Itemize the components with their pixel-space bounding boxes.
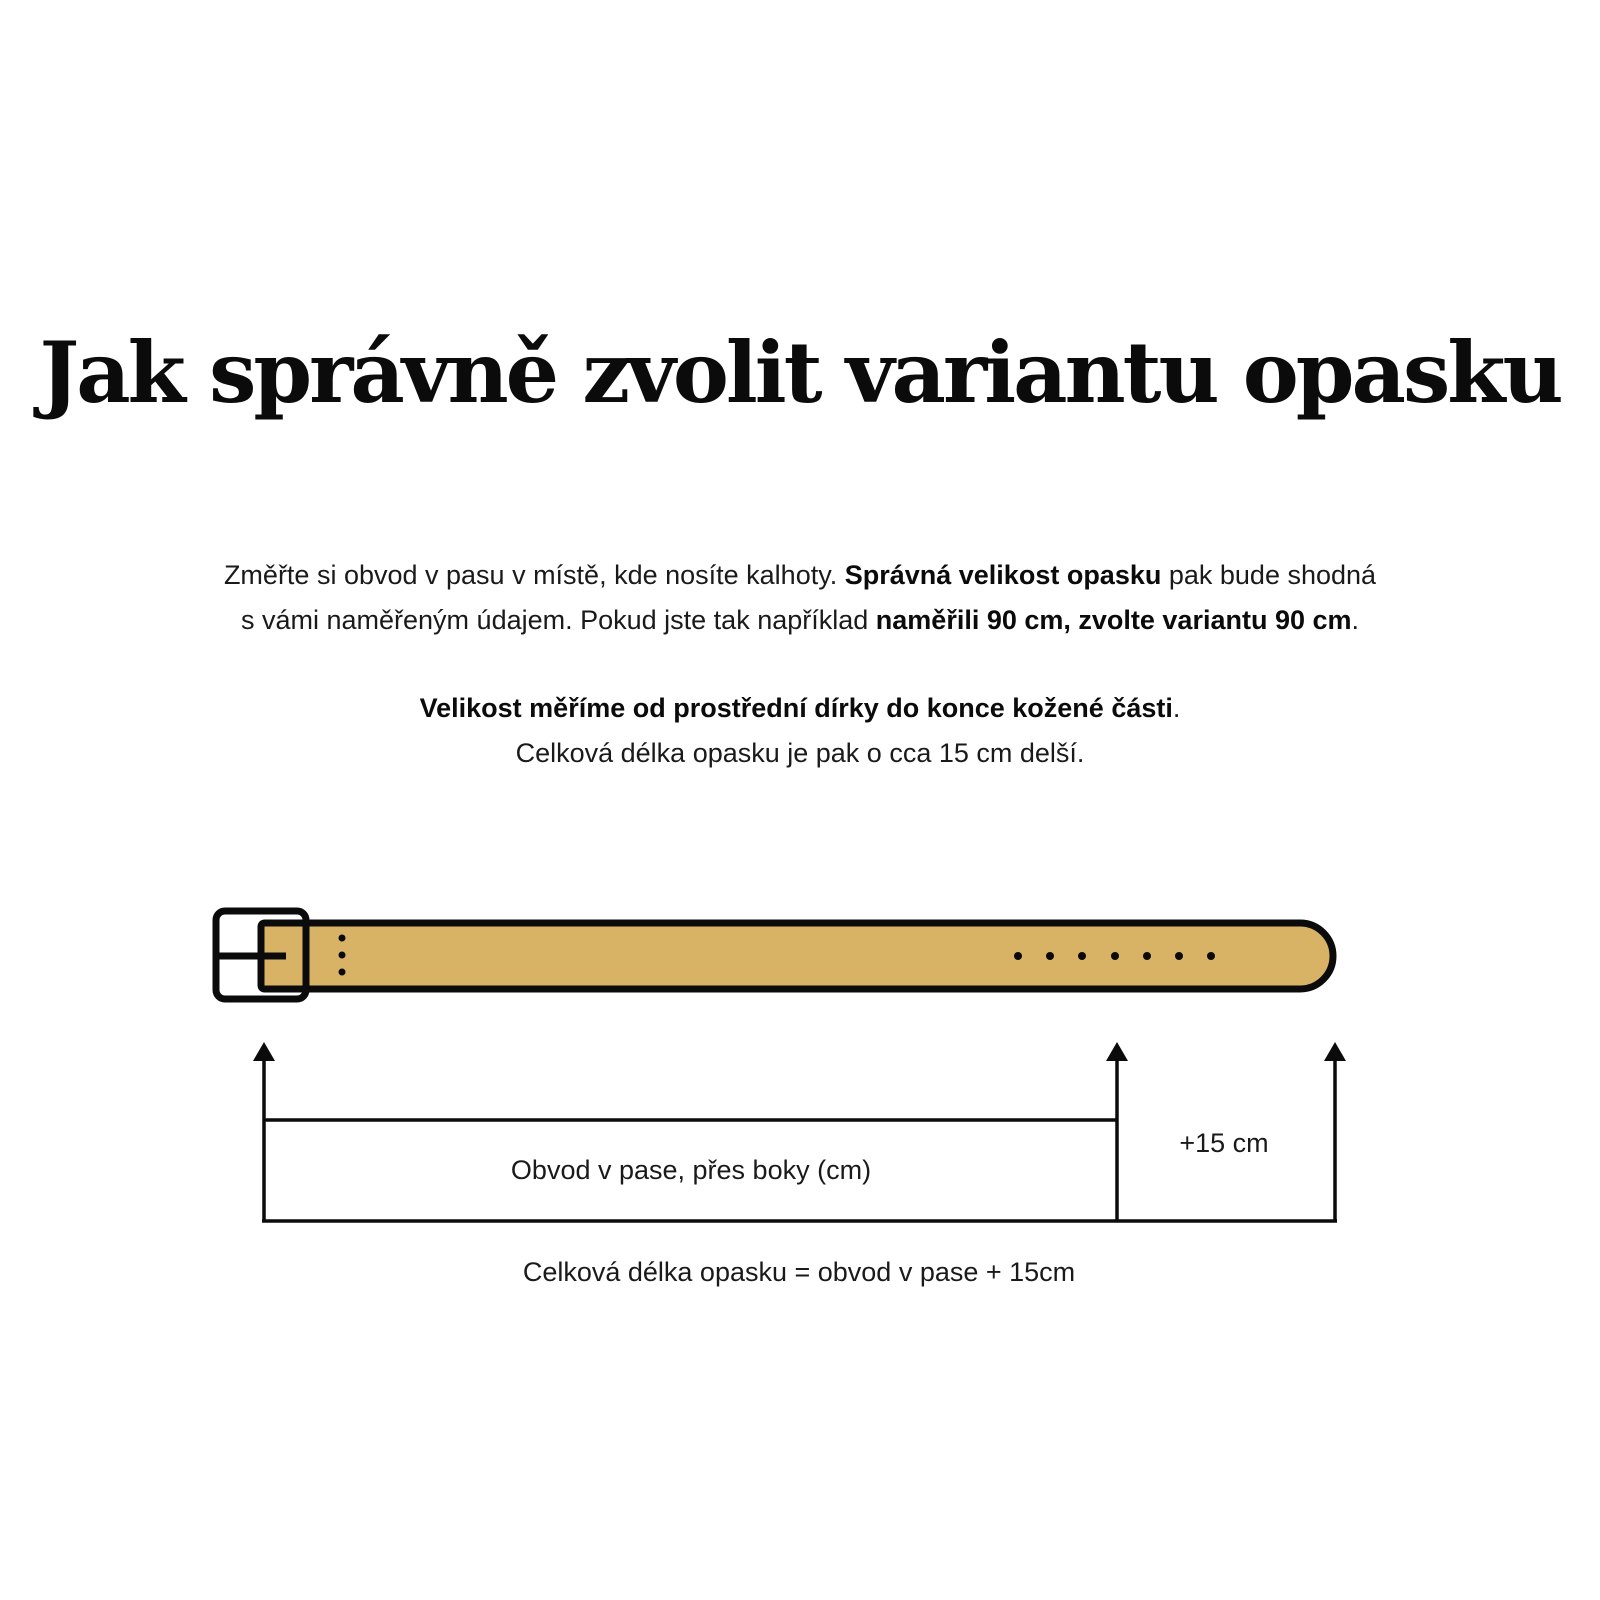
measure-note-emphasis: Velikost měříme od prostřední dírky do konce kožené části <box>419 693 1173 723</box>
arrowheads <box>253 1042 1346 1061</box>
arrow-up-icon <box>1324 1042 1346 1061</box>
arrow-up-icon <box>253 1042 275 1061</box>
belt-hole <box>1207 952 1215 960</box>
measurement-lines <box>262 1060 1337 1222</box>
extra-length-label: +15 cm <box>1179 1128 1269 1158</box>
intro-line1-text: Změřte si obvod v pasu v místě, kde nosíte kalhoty. <box>223 560 845 590</box>
total-length-label: Celková délka opasku = obvod v pase + 15cm <box>522 1257 1076 1287</box>
stitch-dot <box>339 969 346 976</box>
belt-hole <box>1111 952 1119 960</box>
page-title: Jak správně zvolit variantu opasku <box>39 323 1561 422</box>
arrow-up-icon <box>1106 1042 1128 1061</box>
intro-line2-text: s vámi naměřeným údajem. Pokud jste tak například <box>240 605 876 635</box>
stitch-dot <box>339 952 346 959</box>
belt-hole <box>1078 952 1086 960</box>
belt-hole <box>1143 952 1151 960</box>
stitch-dot <box>339 935 346 942</box>
belt-hole <box>1046 952 1054 960</box>
intro-line1-emphasis: Správná velikost opasku <box>844 560 1162 590</box>
intro-line2-emphasis: naměřili 90 cm, zvolte variantu 90 cm <box>875 605 1352 635</box>
belt-strap <box>261 923 1333 989</box>
belt-hole <box>1175 952 1183 960</box>
measure-note-period: . <box>1172 693 1181 723</box>
measure-note-line2: Celková délka opasku je pak o cca 15 cm delší. <box>515 738 1085 768</box>
intro-line2-rest: . <box>1351 605 1360 635</box>
waist-label: Obvod v pase, přes boky (cm) <box>510 1155 872 1185</box>
intro-line1-rest: pak bude shodná <box>1161 560 1377 590</box>
belt-hole <box>1014 952 1022 960</box>
